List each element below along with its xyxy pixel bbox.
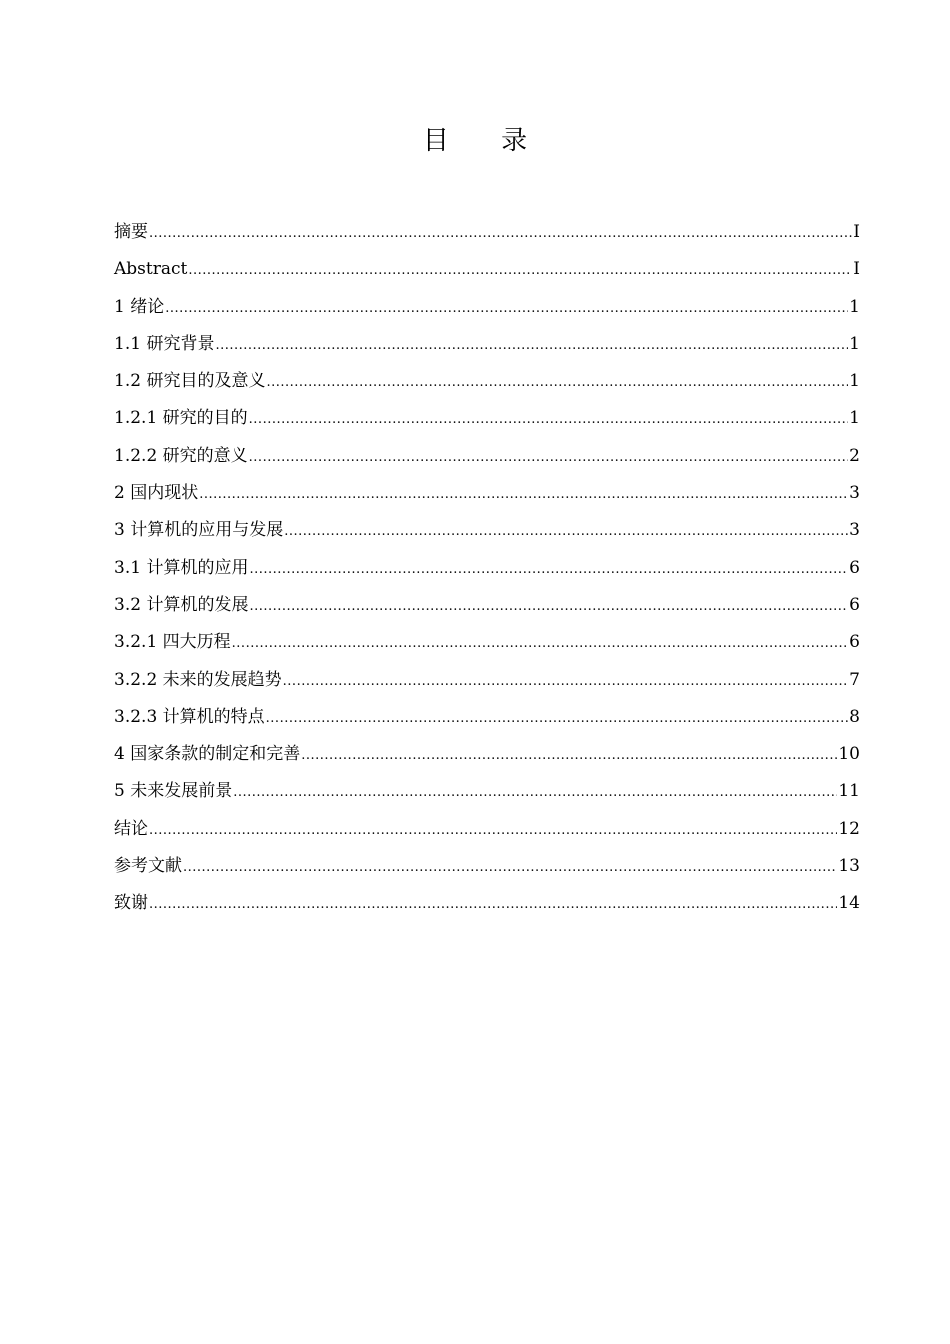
toc-leader-dots [199,482,848,508]
toc-entry[interactable] [114,517,860,554]
toc-entry-page: 12 [838,818,860,839]
toc-entry-page: 1 [849,296,860,317]
toc-leader-dots [188,258,852,284]
toc-leader-dots [266,706,849,732]
page-title: 目 录 [422,126,550,156]
toc-entry[interactable] [114,555,860,592]
toc-entry[interactable] [114,629,860,666]
toc-entry-page: 1 [849,333,860,354]
toc-entry[interactable] [114,219,860,256]
toc-entry[interactable] [114,890,860,927]
toc-entry[interactable] [114,294,860,331]
toc-entry-label: Abstract [114,259,188,280]
toc-entry-page: 3 [849,483,860,504]
toc-entry-page: 8 [849,706,860,727]
table-of-contents [114,219,860,928]
toc-entry[interactable] [114,405,860,442]
toc-leader-dots [249,557,848,583]
toc-entry-page: 13 [838,856,860,877]
toc-entry-page: 3 [849,520,860,541]
toc-entry-label: 2 国内现状 [114,483,199,504]
toc-entry-page: 14 [838,893,860,914]
toc-entry-page: 6 [849,632,860,653]
toc-entry-label: 1 绪论 [114,296,165,317]
toc-leader-dots [266,370,848,396]
toc-entry-page: 11 [838,781,860,802]
toc-leader-dots [149,221,852,247]
toc-entry-page: I [853,222,860,242]
toc-entry-label: 4 国家条款的制定和完善 [114,744,301,765]
toc-entry-page: 2 [849,445,860,466]
toc-entry-label: 结论 [114,818,148,839]
toc-leader-dots [165,296,848,322]
toc-entry-page: 6 [849,594,860,615]
toc-leader-dots [233,780,837,806]
toc-leader-dots [149,818,837,844]
toc-leader-dots [283,669,849,695]
toc-leader-dots [284,519,848,545]
toc-entry-page: 7 [849,669,860,690]
toc-leader-dots [215,333,848,359]
toc-entry[interactable] [114,667,860,704]
toc-leader-dots [232,631,849,657]
toc-entry-page: 10 [838,744,860,765]
toc-leader-dots [249,594,848,620]
toc-entry[interactable] [114,592,860,629]
toc-entry[interactable] [114,331,860,368]
toc-leader-dots [301,743,837,769]
toc-leader-dots [149,892,837,918]
toc-entry[interactable] [114,741,860,778]
toc-entry-label: 参考文献 [114,856,182,877]
toc-entry[interactable] [114,704,860,741]
toc-entry-label: 3.2 计算机的发展 [114,594,249,615]
toc-entry[interactable] [114,816,860,853]
toc-leader-dots [249,407,849,433]
toc-entry[interactable] [114,853,860,890]
toc-entry-label: 1.2 研究目的及意义 [114,371,266,392]
toc-entry-page: I [853,259,860,280]
toc-leader-dots [183,855,837,881]
toc-entry-label: 1.2.2 研究的意义 [114,445,248,466]
toc-entry-label: 1.2.1 研究的目的 [114,408,248,429]
toc-entry[interactable] [114,368,860,405]
toc-entry-label: 3.2.2 未来的发展趋势 [114,669,282,690]
toc-entry[interactable] [114,480,860,517]
toc-entry-page: 6 [849,557,860,578]
toc-entry-label: 3.2.3 计算机的特点 [114,706,265,727]
toc-entry-label: 5 未来发展前景 [114,781,233,802]
toc-entry[interactable] [114,443,860,480]
toc-entry-label: 1.1 研究背景 [114,333,215,354]
toc-entry-label: 摘要 [114,222,148,242]
toc-entry-label: 3.2.1 四大历程 [114,632,231,653]
toc-leader-dots [249,445,849,471]
toc-entry-label: 致谢 [114,893,148,914]
toc-entry-label: 3.1 计算机的应用 [114,557,249,578]
toc-entry[interactable] [114,778,860,815]
toc-entry-page: 1 [849,371,860,392]
toc-entry[interactable] [114,256,860,293]
toc-entry-page: 1 [849,408,860,429]
toc-entry-label: 3 计算机的应用与发展 [114,520,284,541]
